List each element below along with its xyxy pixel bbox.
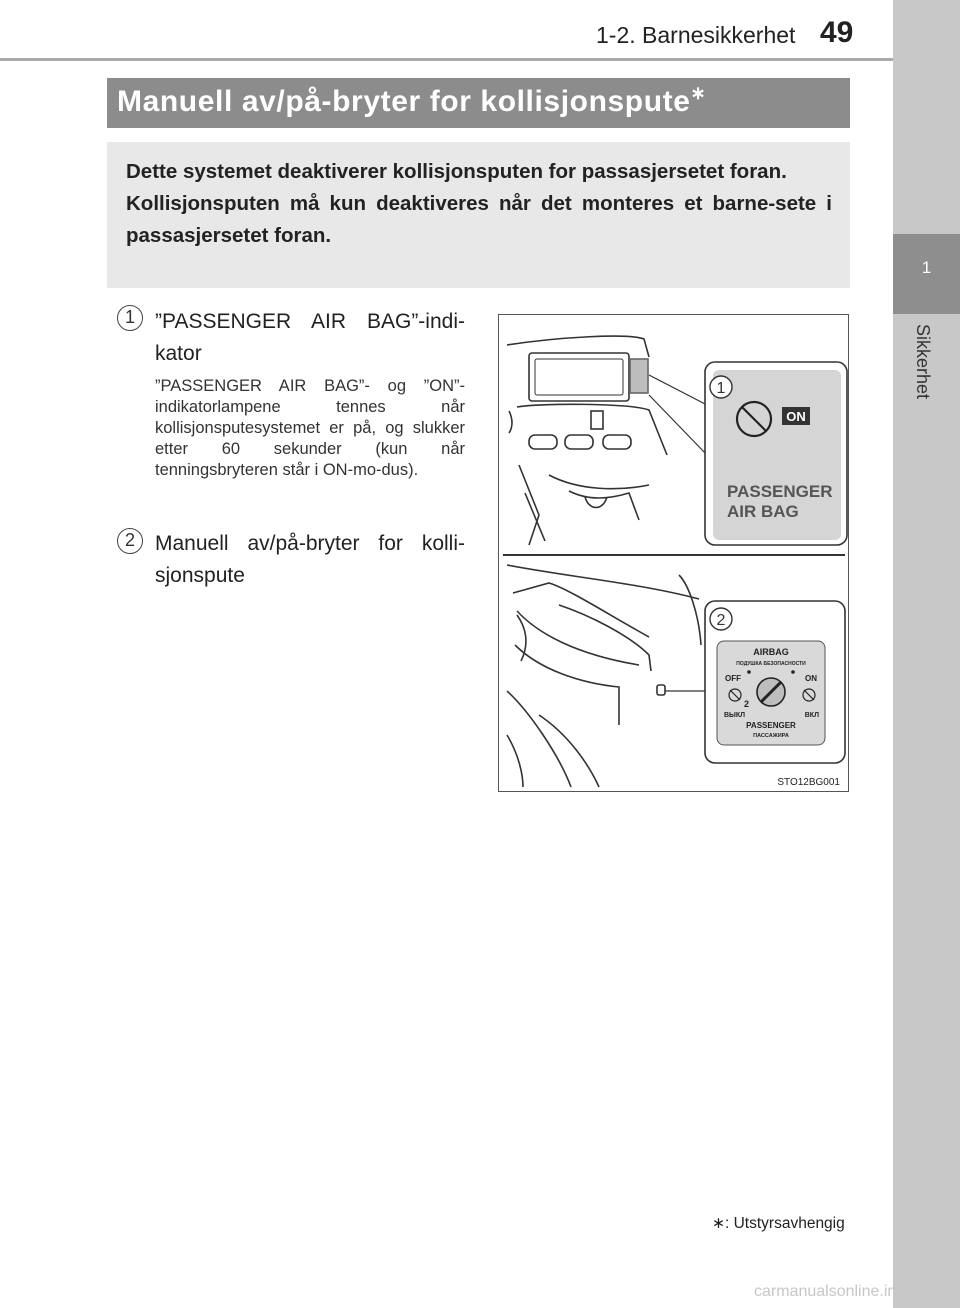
dashboard-drawing	[507, 336, 707, 545]
switch-callout	[705, 601, 845, 763]
optional-marker: ∗	[690, 83, 707, 103]
header-divider	[0, 58, 893, 61]
footnote-star: ∗	[712, 1215, 725, 1232]
switch-on-label-ru: ВКЛ	[804, 712, 819, 719]
intro-line-1: Dette systemet deaktiverer kollisjonsputen for passasjersetet foran.	[126, 160, 787, 183]
switch-title: AIRBAG	[753, 647, 789, 657]
switch-subtitle: ПОДУШКА БЕЗОПАСНОСТИ	[736, 661, 806, 667]
switch-on-label: ON	[805, 674, 817, 683]
watermark: carmanualsonline.info	[754, 1283, 910, 1300]
illustration-code: STO12BG001	[777, 777, 840, 788]
footnote	[712, 1214, 845, 1233]
section-title: 1-2. Barnesikkerhet	[596, 22, 796, 48]
indicator-label-line2: AIR BAG	[727, 502, 799, 521]
switch-off-label-ru: ВЫКЛ	[724, 712, 746, 719]
chapter-label: Sikkerhet	[913, 324, 933, 400]
intro-line-2: Kollisjonsputen må kun deaktiveres når det monteres et barne-sete i passasjersetet foran.	[126, 192, 832, 247]
item-2-badge: 2	[117, 528, 143, 554]
switch-off-label: OFF	[725, 674, 741, 683]
glovebox-drawing	[507, 565, 705, 787]
on-indicator-label: ON	[786, 409, 806, 424]
switch-passenger-label-ru: ПАССАЖИРА	[753, 733, 789, 739]
section-heading-text: Manuell av/på-bryter for kollisjonspute	[117, 85, 691, 118]
indicator-callout	[705, 362, 847, 545]
switch-passenger-label: PASSENGER	[746, 721, 796, 730]
illustration-drawing	[499, 315, 849, 792]
svg-text:2: 2	[744, 699, 750, 709]
item-1-badge: 1	[117, 305, 143, 331]
chapter-tab	[893, 0, 960, 1308]
item-1-description: ”PASSENGER AIR BAG”- og ”ON”-indikatorlampene tennes når kollisjonsputesystemet er på, og slukker etter 60 sekunder (kun når tenningsbryteren står i ON-mo-dus).	[155, 377, 465, 479]
callout-1-label: 1	[716, 380, 726, 397]
section-heading	[117, 85, 706, 119]
indicator-label-line1: PASSENGER	[727, 482, 833, 501]
callout-2-label: 2	[716, 612, 726, 629]
item-1-title: ”PASSENGER AIR BAG”-indi-kator	[155, 310, 465, 365]
section-heading-bar	[107, 78, 850, 128]
dashboard-illustration	[498, 314, 849, 792]
intro-text	[126, 156, 832, 252]
page-number: 49	[820, 16, 854, 49]
footnote-text: : Utstyrsavhengig	[725, 1215, 845, 1232]
item-2-title: Manuell av/på-bryter for kolli-sjonspute	[155, 532, 465, 587]
intro-box	[107, 142, 850, 288]
chapter-number: 1	[921, 258, 932, 277]
